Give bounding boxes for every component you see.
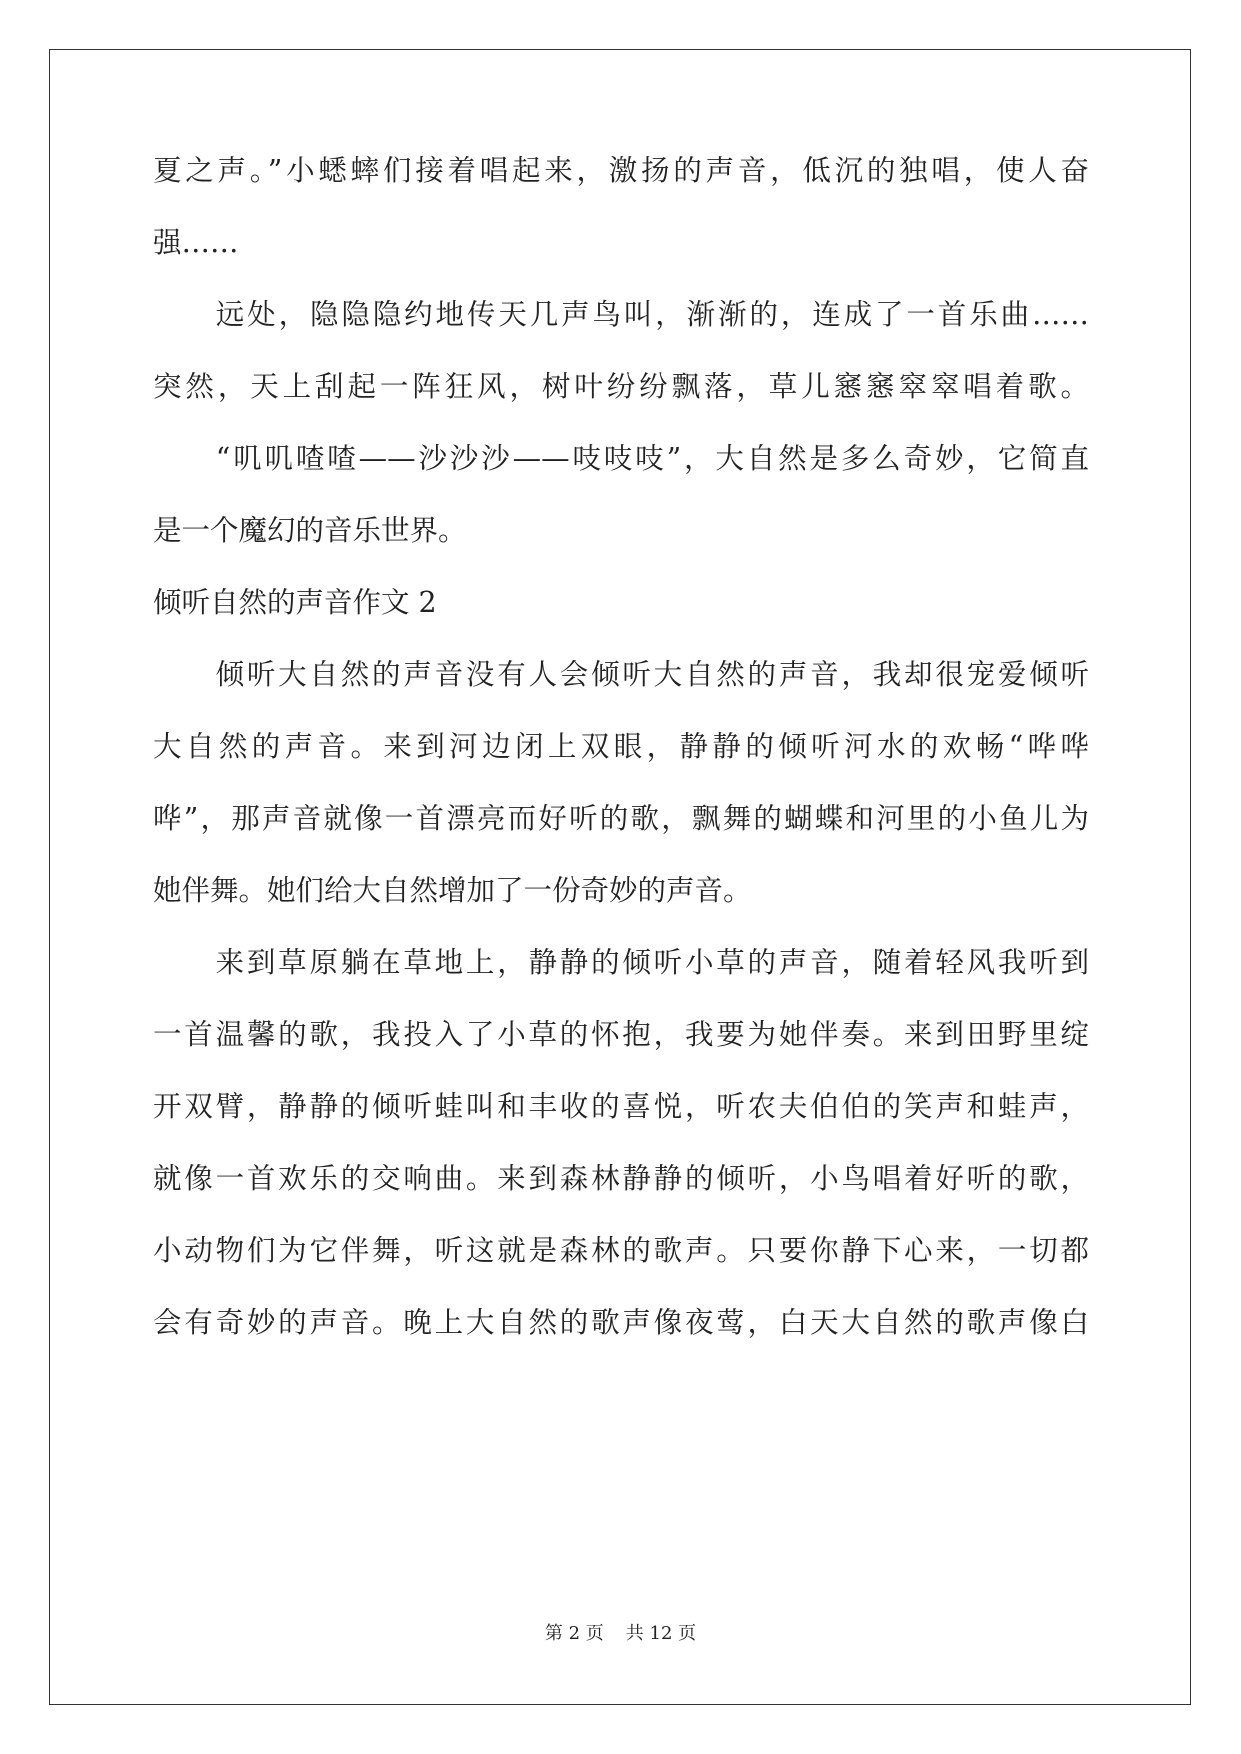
paragraph-line: 远处，隐隐隐约地传天几声鸟叫，渐渐的，连成了一首乐曲…… (153, 298, 1089, 331)
page-number: 第 2 页 (544, 1623, 604, 1644)
paragraph-line: 哗”，那声音就像一首漂亮而好听的歌，飘舞的蝴蝶和河里的小鱼儿为 (153, 802, 1089, 835)
paragraph-line: 是一个魔幻的音乐世界。 (153, 514, 467, 547)
paragraph-line: 小动物们为它伴舞，听这就是森林的歌声。只要你静下心来，一切都 (153, 1234, 1089, 1267)
paragraph-line: 突然，天上刮起一阵狂风，树叶纷纷飘落，草儿窸窸窣窣唱着歌。 (153, 370, 1089, 403)
paragraph-line: 一首温馨的歌，我投入了小草的怀抱，我要为她伴奏。来到田野里绽 (153, 1018, 1089, 1051)
paragraph-line: 她伴舞。她们给大自然增加了一份奇妙的声音。 (153, 874, 752, 907)
paragraph-line: 大自然的声音。来到河边闭上双眼，静静的倾听河水的欢畅“哗哗 (153, 730, 1089, 763)
paragraph-line: 夏之声。”小蟋蟀们接着唱起来，激扬的声音，低沉的独唱，使人奋 (153, 154, 1089, 187)
total-pages: 共 12 页 (625, 1623, 697, 1644)
page-footer (0, 1625, 1241, 1643)
paragraph-line: 来到草原躺在草地上，静静的倾听小草的声音，随着轻风我听到 (153, 946, 1089, 979)
paragraph-line: 强…… (153, 226, 239, 259)
paragraph-line: “叽叽喳喳——沙沙沙——吱吱吱”，大自然是多么奇妙，它简直 (153, 442, 1089, 475)
section-heading: 倾听自然的声音作文 2 (153, 586, 437, 619)
paragraph-line: 倾听大自然的声音没有人会倾听大自然的声音，我却很宠爱倾听 (153, 658, 1089, 691)
paragraph-line: 就像一首欢乐的交响曲。来到森林静静的倾听，小鸟唱着好听的歌， (153, 1162, 1089, 1195)
paragraph-line: 开双臂，静静的倾听蛙叫和丰收的喜悦，听农夫伯伯的笑声和蛙声， (153, 1090, 1089, 1123)
paragraph-line: 会有奇妙的声音。晚上大自然的歌声像夜莺，白天大自然的歌声像白 (153, 1306, 1089, 1339)
